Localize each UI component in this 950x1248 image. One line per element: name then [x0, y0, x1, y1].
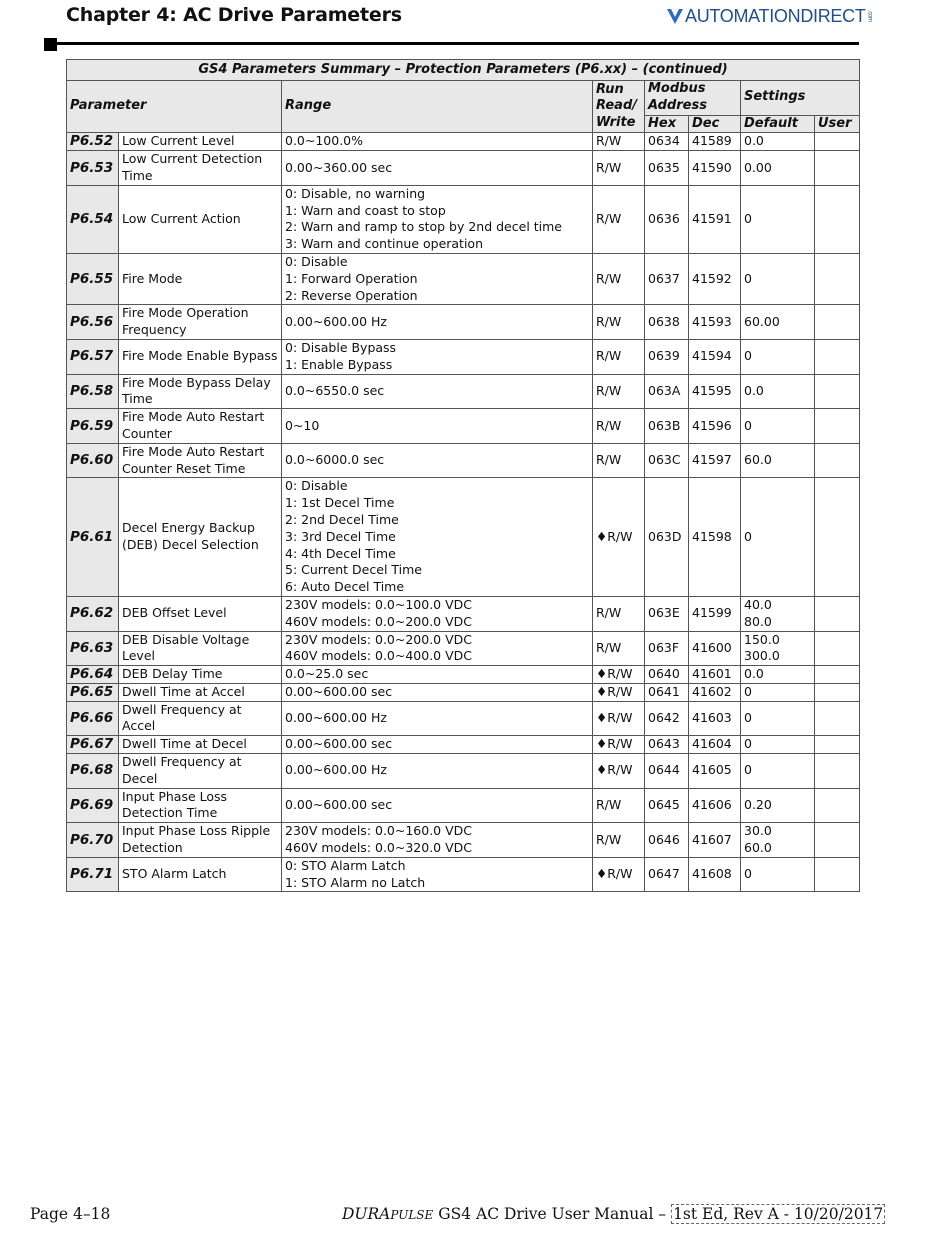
table-row — [67, 133, 860, 151]
parameter-name-line: DEB Disable Voltage — [122, 631, 250, 647]
parameter-name — [119, 253, 282, 304]
parameter-number: P6.63 — [67, 631, 119, 666]
parameter-name — [119, 631, 282, 666]
parameter-name-line: Fire Mode Auto Restart — [122, 443, 265, 459]
table-row — [67, 185, 860, 253]
modbus-hex: 063A — [645, 374, 689, 409]
manual-brand-pulse: PULSE — [390, 1208, 434, 1222]
header-settings: Settings — [741, 81, 860, 116]
parameter-name-line: STO Alarm Latch — [122, 866, 227, 882]
page-number: Page 4–18 — [30, 1205, 111, 1223]
range-line: 0: Disable — [285, 253, 348, 269]
modbus-dec: 41589 — [689, 133, 741, 151]
parameter-name-line: Counter — [122, 425, 172, 441]
range-line: 0: Disable — [285, 478, 348, 494]
modbus-hex: 0634 — [645, 133, 689, 151]
manual-edition: 1st Ed, Rev A - 10/20/2017 — [673, 1205, 884, 1223]
range-line: 6: Auto Decel Time — [285, 579, 405, 595]
user-setting — [815, 666, 860, 684]
default-setting — [741, 253, 815, 304]
header-rule — [50, 42, 859, 45]
parameter-range — [282, 409, 593, 444]
default-setting — [741, 305, 815, 340]
parameter-name — [119, 151, 282, 186]
modbus-dec: 41592 — [689, 253, 741, 304]
range-line: 2: Reverse Operation — [285, 287, 418, 303]
range-line: 460V models: 0.0~400.0 VDC — [285, 648, 473, 664]
modbus-dec: 41597 — [689, 443, 741, 478]
default-setting — [741, 788, 815, 823]
modbus-hex: 063F — [645, 631, 689, 666]
table-row — [67, 788, 860, 823]
parameter-range — [282, 754, 593, 789]
range-line: 2: Warn and ramp to stop by 2nd decel time — [285, 219, 563, 235]
table-row — [67, 443, 860, 478]
header-modbus-line-1: Modbus — [648, 81, 706, 96]
range-line: 1: 1st Decel Time — [285, 495, 395, 511]
header-hex: Hex — [645, 115, 689, 133]
default-setting — [741, 631, 815, 666]
parameter-name-line: Dwell Frequency at Accel — [122, 701, 242, 734]
default-line: 0.0 — [744, 666, 764, 682]
range-line: 1: Warn and coast to stop — [285, 202, 446, 218]
parameter-name-line: Dwell Frequency at Decel — [122, 754, 242, 786]
parameter-name-line: Fire Mode Operation — [122, 305, 249, 321]
default-line: 0 — [744, 762, 752, 778]
table-row — [67, 736, 860, 754]
default-setting — [741, 133, 815, 151]
default-setting — [741, 857, 815, 892]
user-setting — [815, 754, 860, 789]
parameter-name — [119, 857, 282, 892]
default-setting — [741, 683, 815, 701]
parameter-name — [119, 823, 282, 858]
range-line: 0~10 — [285, 417, 320, 433]
parameter-number: P6.59 — [67, 409, 119, 444]
modbus-dec: 41604 — [689, 736, 741, 754]
modbus-hex: 0637 — [645, 253, 689, 304]
run-read-write: R/W — [593, 185, 645, 253]
parameter-name-line: Dwell Time at Accel — [122, 683, 245, 699]
parameter-range — [282, 305, 593, 340]
manual-title-text: GS4 AC Drive User Manual – — [433, 1205, 672, 1223]
range-line: 460V models: 0.0~320.0 VDC — [285, 840, 473, 856]
table-row — [67, 339, 860, 374]
parameter-number: P6.69 — [67, 788, 119, 823]
header-run-line-3: Write — [596, 115, 636, 131]
parameter-name-line: DEB Offset Level — [122, 605, 227, 621]
parameter-name — [119, 754, 282, 789]
parameter-range — [282, 478, 593, 597]
chapter-title: Chapter 4: AC Drive Parameters — [66, 4, 402, 26]
header-range: Range — [282, 81, 593, 133]
parameter-name-line: Low Current Action — [122, 210, 241, 226]
range-line: 3: 3rd Decel Time — [285, 528, 396, 544]
parameter-name-line: Fire Mode Bypass Delay — [122, 374, 271, 390]
table-row — [67, 631, 860, 666]
modbus-dec: 41596 — [689, 409, 741, 444]
user-setting — [815, 788, 860, 823]
parameter-range — [282, 683, 593, 701]
range-line: 230V models: 0.0~200.0 VDC — [285, 631, 473, 647]
parameter-name — [119, 683, 282, 701]
range-line: 230V models: 0.0~100.0 VDC — [285, 596, 473, 612]
range-line: 0.0~25.0 sec — [285, 666, 369, 682]
parameter-name-line: Time — [122, 167, 153, 183]
modbus-hex: 063B — [645, 409, 689, 444]
parameter-number: P6.70 — [67, 823, 119, 858]
default-setting — [741, 443, 815, 478]
parameter-number: P6.66 — [67, 701, 119, 736]
parameter-name — [119, 736, 282, 754]
run-read-write: R/W — [593, 788, 645, 823]
range-line: 460V models: 0.0~200.0 VDC — [285, 613, 473, 629]
range-line: 1: STO Alarm no Latch — [285, 874, 426, 890]
range-line: 1: Enable Bypass — [285, 356, 393, 372]
table-row — [67, 683, 860, 701]
parameter-name-line: Low Current Detection — [122, 151, 263, 167]
run-read-write: ♦R/W — [593, 754, 645, 789]
brand-name: AUTOMATIONDIRECT — [685, 5, 866, 26]
parameter-name-line: Frequency — [122, 322, 187, 338]
user-setting — [815, 305, 860, 340]
user-setting — [815, 823, 860, 858]
modbus-hex: 0644 — [645, 754, 689, 789]
range-line: 5: Current Decel Time — [285, 562, 422, 578]
parameter-range — [282, 736, 593, 754]
default-setting — [741, 185, 815, 253]
run-read-write: R/W — [593, 133, 645, 151]
modbus-dec: 41591 — [689, 185, 741, 253]
run-read-write: R/W — [593, 631, 645, 666]
modbus-hex: 0641 — [645, 683, 689, 701]
user-setting — [815, 478, 860, 597]
automationdirect-logo — [666, 5, 873, 27]
modbus-hex: 0645 — [645, 788, 689, 823]
modbus-dec: 41606 — [689, 788, 741, 823]
range-line: 230V models: 0.0~160.0 VDC — [285, 823, 473, 839]
default-line: 300.0 — [744, 648, 780, 664]
parameter-range — [282, 596, 593, 631]
parameter-number: P6.52 — [67, 133, 119, 151]
range-line: 3: Warn and continue operation — [285, 236, 484, 252]
parameter-number: P6.54 — [67, 185, 119, 253]
default-setting — [741, 374, 815, 409]
table-row — [67, 596, 860, 631]
header-run-line-2: Read/ — [596, 98, 638, 114]
default-setting — [741, 151, 815, 186]
table-row — [67, 151, 860, 186]
default-line: 0 — [744, 710, 752, 726]
parameter-number: P6.57 — [67, 339, 119, 374]
modbus-hex: 063E — [645, 596, 689, 631]
parameter-name — [119, 374, 282, 409]
parameters-table — [66, 59, 860, 892]
modbus-hex: 0640 — [645, 666, 689, 684]
user-setting — [815, 683, 860, 701]
parameter-number: P6.53 — [67, 151, 119, 186]
user-setting — [815, 443, 860, 478]
range-line: 0.00~600.00 sec — [285, 683, 393, 699]
parameter-name — [119, 788, 282, 823]
run-read-write: ♦R/W — [593, 683, 645, 701]
modbus-dec: 41603 — [689, 701, 741, 736]
parameter-range — [282, 185, 593, 253]
parameter-name-line: (DEB) Decel Selection — [122, 537, 259, 553]
parameter-name — [119, 339, 282, 374]
default-line: 60.00 — [744, 313, 780, 329]
parameter-name — [119, 409, 282, 444]
parameter-range — [282, 857, 593, 892]
run-read-write: R/W — [593, 253, 645, 304]
default-line: 60.0 — [744, 840, 772, 856]
parameter-range — [282, 374, 593, 409]
user-setting — [815, 596, 860, 631]
parameter-number: P6.62 — [67, 596, 119, 631]
range-line: 0.00~600.00 Hz — [285, 710, 387, 726]
manual-title — [342, 1205, 885, 1223]
range-line: 2: 2nd Decel Time — [285, 511, 399, 527]
parameter-number: P6.55 — [67, 253, 119, 304]
default-line: 0.0 — [744, 382, 764, 398]
modbus-hex: 0635 — [645, 151, 689, 186]
default-line: 0 — [744, 210, 752, 226]
user-setting — [815, 151, 860, 186]
modbus-dec: 41593 — [689, 305, 741, 340]
parameter-range — [282, 443, 593, 478]
parameter-range — [282, 253, 593, 304]
modbus-dec: 41608 — [689, 857, 741, 892]
user-setting — [815, 701, 860, 736]
run-read-write: ♦R/W — [593, 701, 645, 736]
default-line: 0 — [744, 528, 752, 544]
parameter-range — [282, 823, 593, 858]
modbus-dec: 41607 — [689, 823, 741, 858]
modbus-dec: 41605 — [689, 754, 741, 789]
modbus-hex: 0636 — [645, 185, 689, 253]
modbus-dec: 41602 — [689, 683, 741, 701]
range-line: 1: Forward Operation — [285, 270, 418, 286]
modbus-dec: 41594 — [689, 339, 741, 374]
run-read-write: R/W — [593, 823, 645, 858]
run-read-write: R/W — [593, 443, 645, 478]
brand-tld: .com — [866, 10, 873, 22]
default-line: 0 — [744, 417, 752, 433]
parameter-name — [119, 185, 282, 253]
user-setting — [815, 857, 860, 892]
parameter-name-line: Fire Mode — [122, 270, 183, 286]
header-run-line-1: Run — [596, 81, 624, 97]
modbus-dec: 41590 — [689, 151, 741, 186]
parameter-range — [282, 701, 593, 736]
parameter-name-line: Time — [122, 391, 153, 407]
default-line: 0 — [744, 866, 752, 882]
parameter-name — [119, 478, 282, 597]
range-line: 0: Disable, no warning — [285, 185, 426, 201]
default-line: 0 — [744, 270, 752, 286]
manual-brand-dura: DURA — [342, 1205, 391, 1223]
parameter-name — [119, 666, 282, 684]
parameter-name-line: Low Current Level — [122, 133, 235, 149]
default-line: 0 — [744, 683, 752, 699]
user-setting — [815, 736, 860, 754]
range-line: 4: 4th Decel Time — [285, 545, 396, 561]
run-read-write: R/W — [593, 151, 645, 186]
user-setting — [815, 631, 860, 666]
parameter-number: P6.71 — [67, 857, 119, 892]
table-row — [67, 666, 860, 684]
default-line: 40.0 — [744, 596, 772, 612]
default-setting — [741, 754, 815, 789]
parameter-range — [282, 133, 593, 151]
run-read-write: ♦R/W — [593, 478, 645, 597]
default-line: 0.00 — [744, 159, 772, 175]
run-read-write: R/W — [593, 596, 645, 631]
parameter-name-line: Counter Reset Time — [122, 460, 246, 476]
modbus-dec: 41598 — [689, 478, 741, 597]
default-setting — [741, 701, 815, 736]
parameter-name-line: Dwell Time at Decel — [122, 736, 247, 752]
parameter-name-line: Input Phase Loss Ripple — [122, 823, 271, 839]
parameter-name — [119, 305, 282, 340]
default-line: 80.0 — [744, 613, 772, 629]
parameter-rows — [67, 133, 860, 892]
run-read-write: ♦R/W — [593, 666, 645, 684]
range-line: 0.00~600.00 sec — [285, 736, 393, 752]
table-row — [67, 374, 860, 409]
header-user: User — [815, 115, 860, 133]
brand-chevron-icon — [666, 7, 684, 25]
parameter-name-line: Fire Mode Enable Bypass — [122, 348, 278, 364]
header-run-read-write — [593, 81, 645, 133]
parameter-number: P6.68 — [67, 754, 119, 789]
parameter-name-line: Decel Energy Backup — [122, 520, 255, 536]
run-read-write: ♦R/W — [593, 736, 645, 754]
range-line: 0.0~100.0% — [285, 133, 364, 149]
modbus-hex: 0646 — [645, 823, 689, 858]
header-default: Default — [741, 115, 815, 133]
parameter-number: P6.64 — [67, 666, 119, 684]
range-line: 0.00~360.00 sec — [285, 159, 393, 175]
parameter-name-line: Level — [122, 648, 155, 664]
table-row — [67, 253, 860, 304]
modbus-dec: 41595 — [689, 374, 741, 409]
parameter-number: P6.67 — [67, 736, 119, 754]
run-read-write: R/W — [593, 339, 645, 374]
modbus-dec: 41600 — [689, 631, 741, 666]
default-setting — [741, 478, 815, 597]
default-setting — [741, 736, 815, 754]
modbus-hex: 0639 — [645, 339, 689, 374]
table-row — [67, 823, 860, 858]
default-line: 150.0 — [744, 631, 780, 647]
run-read-write: R/W — [593, 409, 645, 444]
run-read-write: R/W — [593, 305, 645, 340]
parameter-name-line: Input Phase Loss — [122, 788, 228, 804]
table-row — [67, 305, 860, 340]
range-line: 0.0~6000.0 sec — [285, 452, 385, 468]
default-line: 0.0 — [744, 133, 764, 149]
modbus-hex: 0643 — [645, 736, 689, 754]
range-line: 0: Disable Bypass — [285, 339, 397, 355]
run-read-write: R/W — [593, 374, 645, 409]
range-line: 0.00~600.00 sec — [285, 797, 393, 813]
parameter-name-line: Detection Time — [122, 805, 218, 821]
table-row — [67, 754, 860, 789]
user-setting — [815, 133, 860, 151]
table-row — [67, 409, 860, 444]
parameter-range — [282, 788, 593, 823]
default-setting — [741, 339, 815, 374]
parameter-number: P6.61 — [67, 478, 119, 597]
default-setting — [741, 409, 815, 444]
header-parameter: Parameter — [67, 81, 282, 133]
default-line: 0 — [744, 348, 752, 364]
user-setting — [815, 253, 860, 304]
default-line: 0.20 — [744, 797, 772, 813]
run-read-write: ♦R/W — [593, 857, 645, 892]
user-setting — [815, 409, 860, 444]
range-line: 0.0~6550.0 sec — [285, 382, 385, 398]
parameter-range — [282, 339, 593, 374]
table-caption: GS4 Parameters Summary – Protection Parameters (P6.xx) – (continued) — [67, 60, 860, 81]
parameter-number: P6.65 — [67, 683, 119, 701]
parameter-range — [282, 666, 593, 684]
table-row — [67, 478, 860, 597]
default-setting — [741, 666, 815, 684]
modbus-dec: 41599 — [689, 596, 741, 631]
range-line: 0: STO Alarm Latch — [285, 857, 406, 873]
parameter-name — [119, 133, 282, 151]
modbus-dec: 41601 — [689, 666, 741, 684]
parameter-number: P6.60 — [67, 443, 119, 478]
default-line: 30.0 — [744, 823, 772, 839]
default-setting — [741, 823, 815, 858]
default-line: 60.0 — [744, 452, 772, 468]
parameter-name — [119, 596, 282, 631]
user-setting — [815, 185, 860, 253]
table-row — [67, 857, 860, 892]
modbus-hex: 0642 — [645, 701, 689, 736]
parameter-name — [119, 701, 282, 736]
range-line: 0.00~600.00 Hz — [285, 762, 387, 778]
table-row — [67, 701, 860, 736]
parameter-name-line: Detection — [122, 840, 183, 856]
parameter-name-line: DEB Delay Time — [122, 666, 223, 682]
parameter-range — [282, 151, 593, 186]
header-dec: Dec — [689, 115, 741, 133]
default-line: 0 — [744, 736, 752, 752]
modbus-hex: 0638 — [645, 305, 689, 340]
modbus-hex: 063D — [645, 478, 689, 597]
modbus-hex: 063C — [645, 443, 689, 478]
parameter-number: P6.56 — [67, 305, 119, 340]
range-line: 0.00~600.00 Hz — [285, 313, 387, 329]
header-modbus-address — [645, 81, 741, 116]
default-setting — [741, 596, 815, 631]
user-setting — [815, 374, 860, 409]
parameter-range — [282, 631, 593, 666]
header-modbus-line-2: Address — [648, 97, 707, 113]
user-setting — [815, 339, 860, 374]
parameter-name-line: Fire Mode Auto Restart — [122, 409, 265, 425]
parameter-number: P6.58 — [67, 374, 119, 409]
modbus-hex: 0647 — [645, 857, 689, 892]
parameter-name — [119, 443, 282, 478]
